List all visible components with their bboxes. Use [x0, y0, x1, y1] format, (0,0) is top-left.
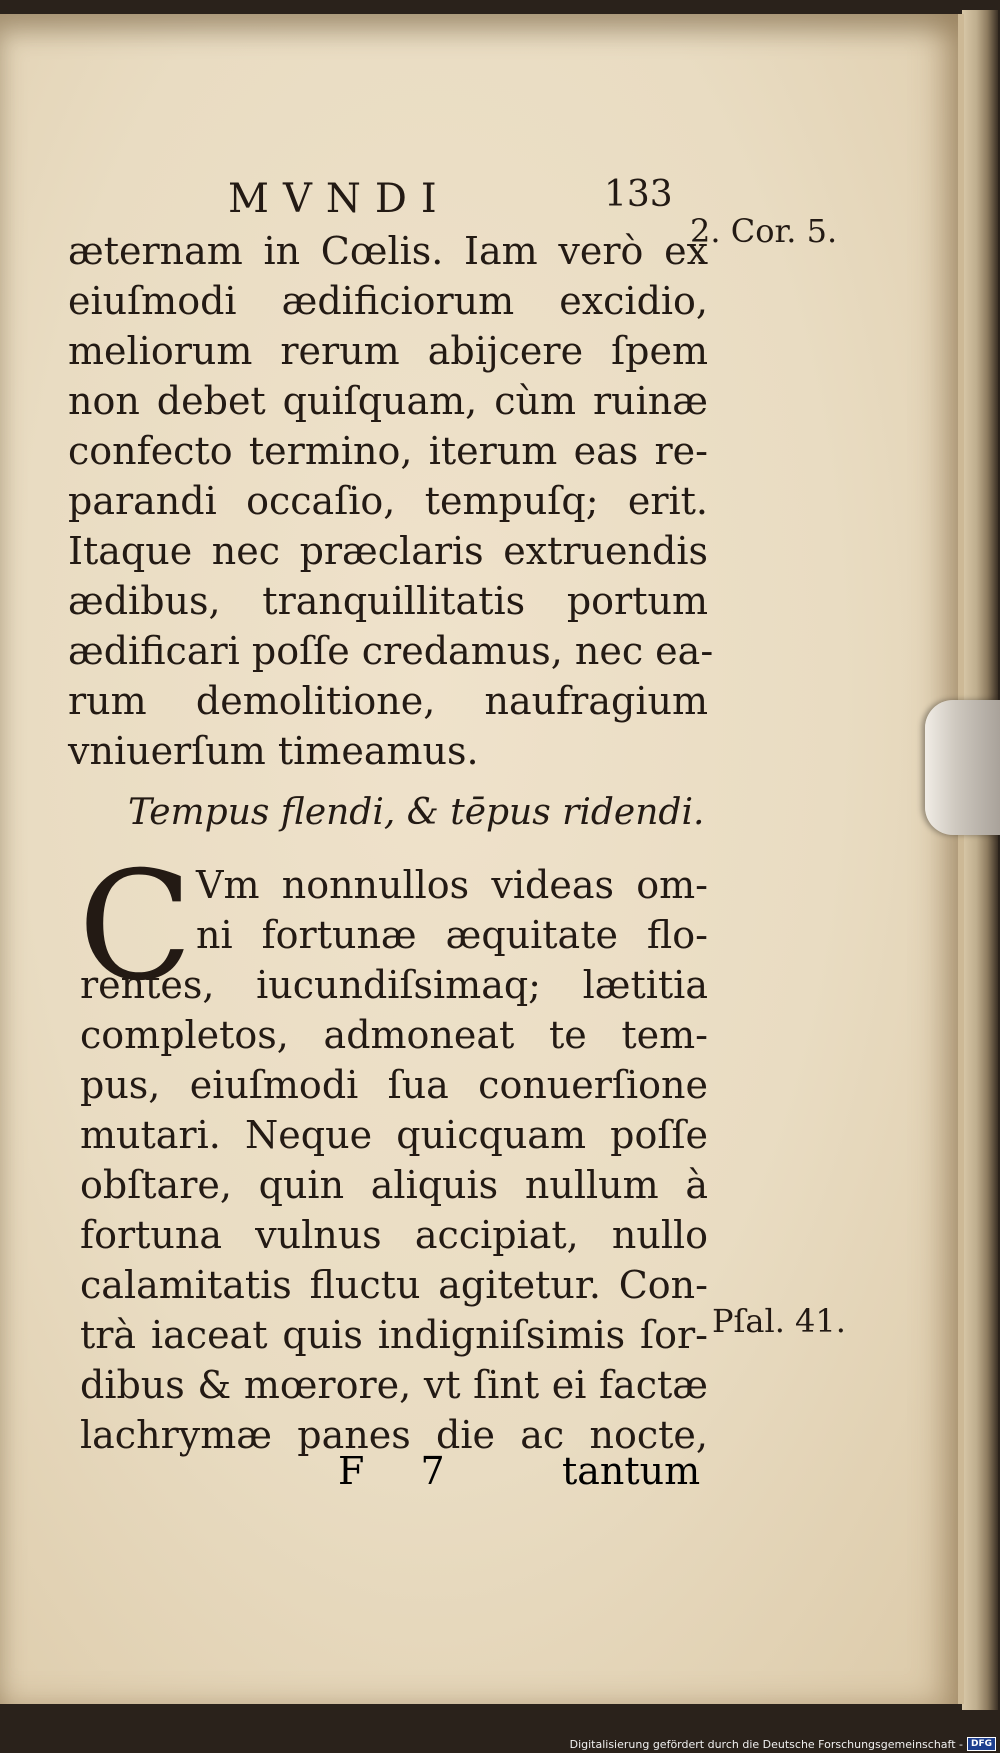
dfg-logo-icon: DFG: [967, 1737, 996, 1751]
text-line: calamitatis fluctu agitetur. Con-: [80, 1263, 708, 1307]
text-line: fortuna vulnus accipiat, nullo: [80, 1213, 708, 1257]
running-head: MVNDI: [228, 176, 451, 222]
text-line: pus, eiuſmodi ſua conuerſione: [80, 1063, 708, 1107]
text-line: completos, admoneat te tem-: [80, 1013, 708, 1057]
text-line: ædibus, tranquillitatis portum: [68, 579, 708, 623]
section-heading: Tempus flendi, & tēpus ridendi.: [128, 792, 705, 833]
text-line: obſtare, quin aliquis nullum à: [80, 1163, 708, 1207]
text-line: vniuerſum timeamus.: [68, 729, 479, 773]
credit-text: Digitalisierung gefördert durch die Deutsche Forschungsgemeinschaft -: [569, 1737, 963, 1751]
text-line: non debet quiſquam, cùm ruinæ: [68, 379, 708, 423]
text-line: parandi occaſio, tempuſq; erit.: [68, 479, 708, 523]
text-line: Itaque nec præclaris extruendis: [68, 529, 708, 573]
text-line: rum demolitione, naufragium: [68, 679, 708, 723]
text-line: lachrymæ panes die ac nocte,: [80, 1413, 708, 1457]
page-edge: [962, 10, 998, 1710]
digitization-credit: [570, 1737, 996, 1751]
paragraph-1: [68, 226, 714, 776]
text-line: ni fortunæ æquitate flo-: [196, 913, 708, 957]
text-line: dibus & mœrore, vt ſint ei factæ: [80, 1363, 708, 1407]
catchword: tantum: [562, 1449, 701, 1493]
text-line: eiuſmodi ædificiorum excidio,: [68, 279, 708, 323]
margin-note-cor: 2. Cor. 5.: [690, 212, 838, 250]
paragraph-2: [80, 860, 708, 1460]
text-line: æternam in Cœlis. Iam verò ex: [68, 229, 708, 273]
margin-note-psal: Pſal. 41.: [712, 1302, 846, 1340]
text-line: rentes, iucundiſsimaq; lætitia: [80, 963, 708, 1007]
text-line: ædificari poſſe credamus, nec ea-: [68, 629, 714, 673]
drop-cap: C: [78, 840, 193, 1014]
page-footer: [0, 1449, 958, 1499]
text-line: mutari. Neque quicquam poſſe: [80, 1113, 708, 1157]
text-line: meliorum rerum abijcere ſpem: [68, 329, 708, 373]
signature-mark: F 7: [338, 1449, 467, 1493]
text-line: confecto termino, iterum eas re-: [68, 429, 708, 473]
book-clasp: [925, 700, 1000, 835]
book-page: [0, 14, 964, 1704]
page-number: 133: [604, 174, 673, 215]
text-line: trà iaceat quis indigniſsimis ſor-: [80, 1313, 708, 1357]
text-line: Vm nonnullos videas om-: [196, 863, 708, 907]
